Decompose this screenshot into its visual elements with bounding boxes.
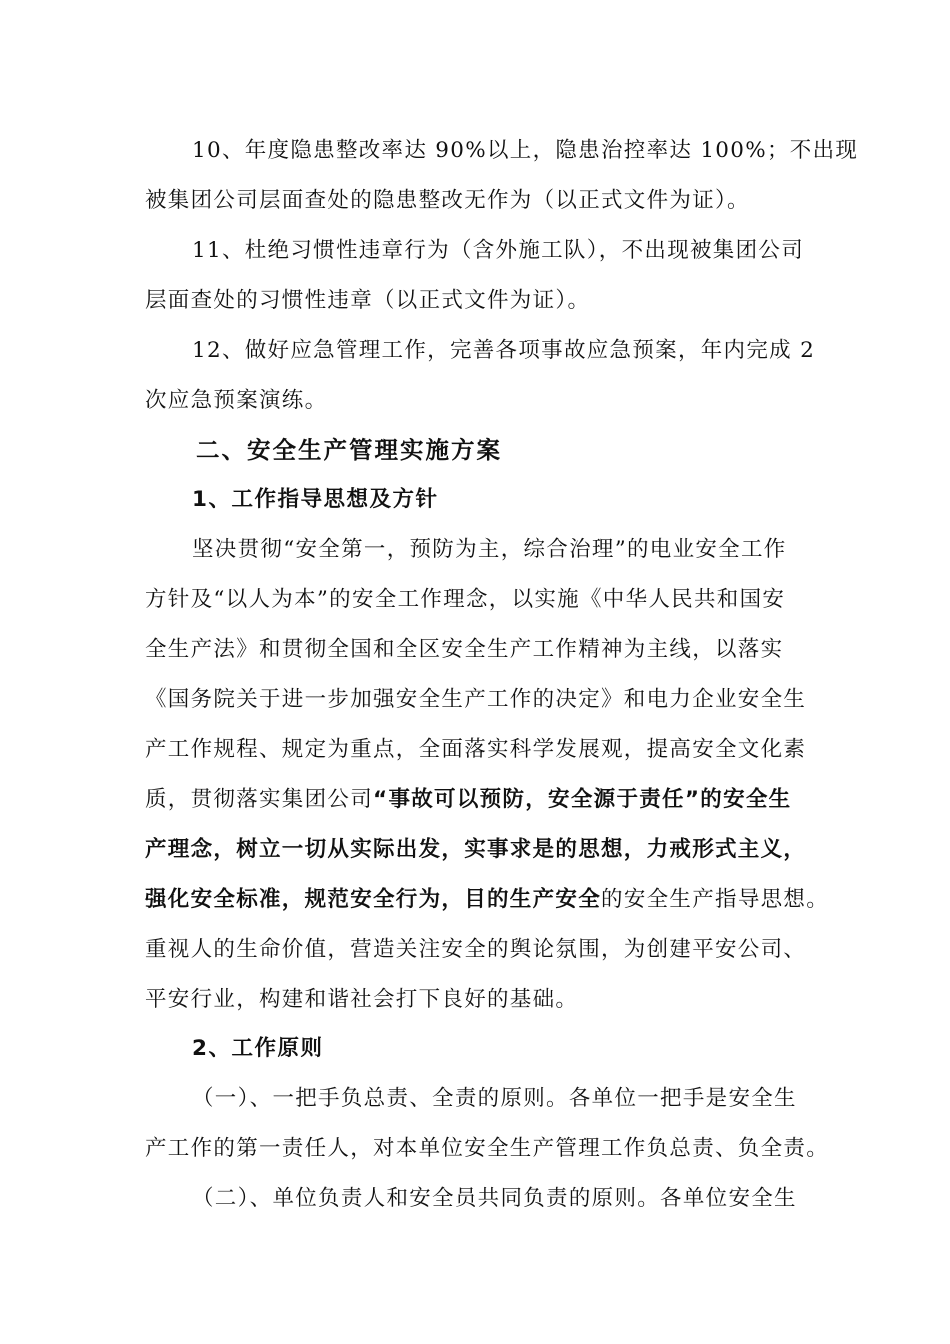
guiding-line-3: 全生产法》和贯彻全国和全区安全生产工作精神为主线，以落实	[145, 637, 784, 662]
guiding-line-6-emphasis: “事故可以预防，安全源于责任”的安全生	[373, 787, 792, 812]
guiding-line-9: 重视人的生命价值，营造关注安全的舆论氛围，为创建平安公司、	[145, 937, 807, 962]
guiding-line-8	[145, 885, 829, 915]
item-11-line-1: 11、杜绝习惯性违章行为（含外施工队），不出现被集团公司	[192, 238, 805, 263]
subsection-heading-1: 1、工作指导思想及方针	[192, 487, 439, 512]
guiding-line-7-emphasis: 产理念，树立一切从实际出发，实事求是的思想，力戒形式主义，	[145, 837, 807, 862]
guiding-line-6	[145, 785, 791, 815]
principle-1-line-1: （一）、一把手负总责、全责的原则。各单位一把手是安全生	[192, 1086, 797, 1111]
subsection-heading-2: 2、工作原则	[192, 1036, 324, 1061]
section-heading: 二、安全生产管理实施方案	[196, 436, 502, 464]
item-12-line-1: 12、做好应急管理工作，完善各项事故应急预案，年内完成 2	[192, 338, 816, 363]
guiding-line-1: 坚决贯彻“安全第一，预防为主，综合治理”的电业安全工作	[192, 537, 787, 562]
item-12-line-2: 次应急预案演练。	[145, 388, 328, 413]
guiding-line-6-text: 质，贯彻落实集团公司	[145, 787, 374, 812]
guiding-line-8-emphasis: 强化安全标准，规范安全行为，目的生产安全	[145, 887, 602, 912]
principle-2-line-1: （二）、单位负责人和安全员共同负责的原则。各单位安全生	[192, 1186, 797, 1211]
item-10-line-2: 被集团公司层面查处的隐患整改无作为（以正式文件为证）。	[145, 188, 750, 213]
guiding-line-8-text: 的安全生产指导思想。	[601, 887, 830, 912]
item-10-line-1: 10、年度隐患整改率达 90%以上，隐患治控率达 100%；不出现	[192, 138, 859, 163]
item-11-line-2: 层面查处的习惯性违章（以正式文件为证）。	[145, 288, 591, 313]
guiding-line-4: 《国务院关于进一步加强安全生产工作的决定》和电力企业安全生	[145, 687, 807, 712]
principle-1-line-2: 产工作的第一责任人，对本单位安全生产管理工作负总责、负全责。	[145, 1136, 830, 1161]
guiding-line-10: 平安行业，构建和谐社会打下良好的基础。	[145, 987, 579, 1012]
guiding-line-2: 方针及“以人为本”的安全工作理念，以实施《中华人民共和国安	[145, 587, 786, 612]
guiding-line-5: 产工作规程、规定为重点，全面落实科学发展观，提高安全文化素	[145, 737, 807, 762]
